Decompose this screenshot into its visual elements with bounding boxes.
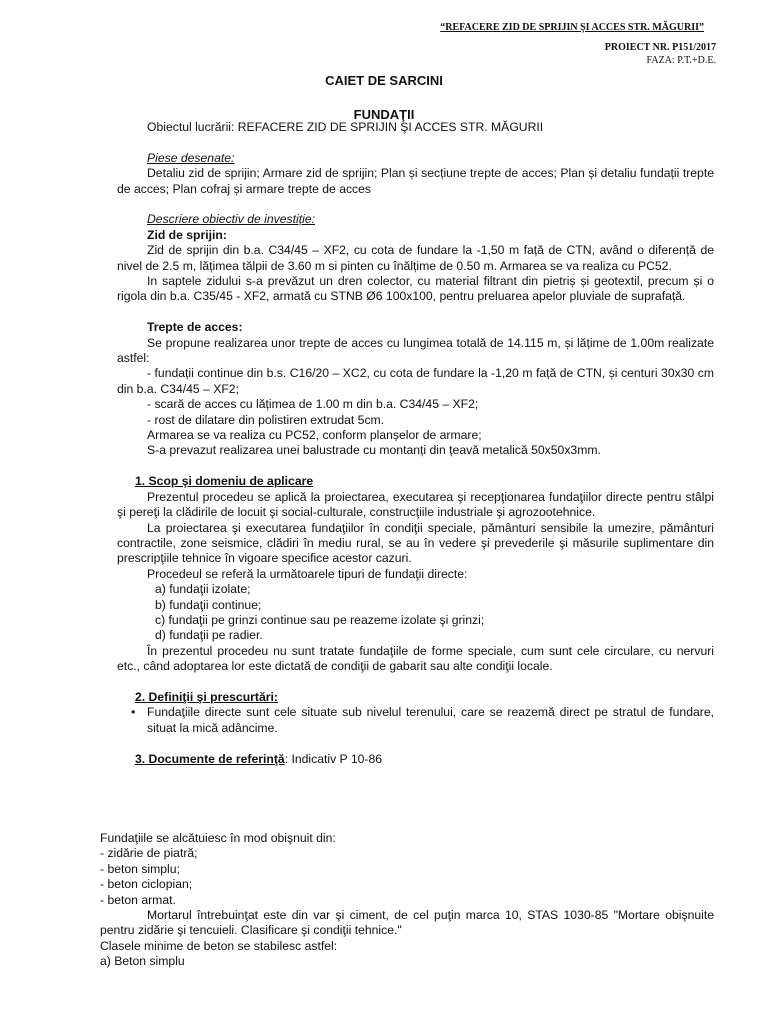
document-title: CAIET DE SARCINI [325, 73, 443, 88]
steps-item: - rost de dilatare din polistiren extrudat 5cm. [147, 412, 385, 427]
list-item: - beton armat. [100, 892, 176, 907]
section2-heading: 2. Definiţii şi prescurtări: [135, 689, 278, 704]
section1-paragraph-4: În prezentul procedeu nu sunt tratate fundaţiile de forme speciale, cum sunt cele circulare, cu nervuri etc., când adoptarea lor este dictată de condiţii de gabarit sau alte condiţii locale. [117, 643, 714, 674]
header-project-title: “REFACERE ZID DE SPRIJIN ŞI ACCES STR. MĂGURII” [440, 22, 704, 33]
list-item: d) fundaţii pe radier. [155, 628, 263, 643]
section3-intro: Fundaţiile se alcătuiesc în mod obişnuit din: [100, 831, 336, 845]
objective-line: Obiectul lucrării: REFACERE ZID DE SPRIJIN ŞI ACCES STR. MĂGURII [147, 120, 544, 134]
wall-heading: Zid de sprijin: [147, 227, 227, 242]
list-item: - beton simplu; [100, 861, 180, 876]
bullet-item [117, 705, 714, 736]
document-subtitle: FUNDAŢII [353, 107, 415, 122]
steps-paragraph-3: S-a prevazut realizarea unei balustrade cu montanți din țeavă metalică 50x50x3mm. [147, 443, 601, 458]
steps-heading: Trepte de acces: [147, 320, 243, 335]
header-phase: FAZA: P.T.+D.E. [646, 55, 716, 66]
list-item: - beton ciclopian; [100, 877, 193, 892]
section3-body [100, 831, 714, 970]
section1-paragraph-2: La proiectarea şi executarea fundaţiilor în condiţii speciale, pământuri sensibile la umezire, pământuri contractile, zone seismice, clădiri în mediu rural, se au în vedere şi prevederile şi măsurile suplimentare din prescripţiile tehnice în vigoare specifice acestor cazuri. [117, 520, 714, 566]
section1-paragraph-1: Prezentul procedeu se aplică la proiectarea, executarea şi recepţionarea fundaţiilor directe pentru stâlpi şi pereţi la clădirile de locuit şi social-culturale, construcţiile industriale şi agrozootehnice. [117, 489, 714, 520]
section3-paragraph-3: a) Beton simplu [100, 954, 185, 969]
list-item: b) fundaţii continue; [155, 597, 262, 612]
section3-paragraph-1: Mortarul întrebuinţat este din var şi ciment, de cel puţin marca 10, STAS 1030-85 "Mortare obişnuite pentru zidărie şi tencuieli. Clasificare şi condiţii tehnice." [100, 908, 714, 938]
list-item: c) fundaţii pe grinzi continue sau pe reazeme izolate şi grinzi; [155, 612, 485, 627]
steps-paragraph-2: Armarea se va realiza cu PC52, conform planșelor de armare; [147, 428, 482, 443]
section1-heading: 1. Scop şi domeniu de aplicare [135, 474, 314, 489]
drawings-text: Detaliu zid de sprijin; Armare zid de sprijin; Plan și secțiune trepte de acces; Plan și detaliu fundații trepte de acces; Plan cofraj și armare trepte de acces [117, 166, 714, 196]
section2-bullet-text: Fundaţiile directe sunt cele situate sub nivelul terenului, care se reazemă direct pe stratul de fundare, situat la mică adâncime. [147, 705, 714, 735]
bullet-icon: • [131, 705, 136, 720]
header-project-number: PROIECT NR. P151/2017 [604, 42, 716, 53]
list-item: a) fundaţii izolate; [155, 582, 251, 597]
steps-item: - fundații continue din b.s. C16/20 – XC2, cu cota de fundare la -1,20 m față de CTN, și centuri 30x30 cm din b.a. C34/45 – XF2; [117, 366, 714, 396]
drawings-heading: Piese desenate: [147, 150, 235, 165]
section3-paragraph-2: Clasele minime de beton se stabilesc astfel: [100, 938, 338, 953]
wall-paragraph-2: In saptele zidului s-a prevăzut un dren colector, cu material filtrant din pietriș și geotextil, precum și o rigola din b.a. C35/45 - XF2, armată cu STNB Ø6 100x100, pentru preluarea apelor pluviale de suprafață. [117, 274, 714, 304]
list-item: - zidărie de piatră; [100, 846, 198, 861]
description-heading: Descriere obiectiv de investiție: [147, 212, 315, 227]
wall-paragraph-1: Zid de sprijin din b.a. C34/45 – XF2, cu cota de fundare la -1,50 m față de CTN, având o diferență de nivel de 2.5 m, lățimea tălpii de 3.60 m si pinten cu înălțime de 0.50 m. Armarea se va realiza cu PC52. [117, 243, 714, 273]
steps-paragraph-1: Se propune realizarea unor trepte de acces cu lungimea totală de 14.115 m, și lățime de 1.00m realizate astfel: [117, 335, 714, 366]
section3-heading-suffix: : Indicativ P 10-86 [284, 751, 383, 766]
section3-heading: 3. Documente de referinţă [135, 751, 285, 766]
section1-paragraph-3: Procedeul se referă la următoarele tipuri de fundaţii directe: [147, 566, 468, 581]
steps-item: - scară de acces cu lățimea de 1.00 m din b.a. C34/45 – XF2; [147, 397, 479, 412]
document-body [117, 120, 714, 767]
